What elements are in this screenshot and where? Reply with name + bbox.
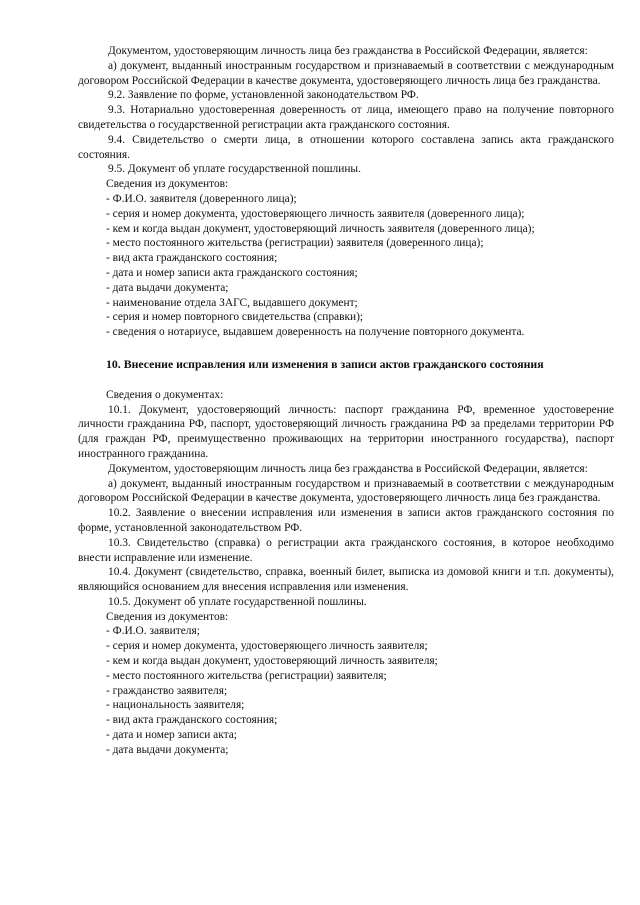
list-item: - вид акта гражданского состояния; (106, 714, 278, 727)
list-item: - место постоянного жительства (регистрации) заявителя; (106, 669, 387, 682)
list-item: - Ф.И.О. заявителя; (106, 625, 200, 638)
paragraph-9-4: 9.4. Свидетельство о смерти лица, в отношении которого составлена запись акта гражданского состояния. (78, 133, 614, 161)
stateless-id-item-a: а) документ, выданный иностранным государством и признаваемый в соответствии с международным договором Российской Федерации в качестве документа, удостоверяющего личность лица без гражданства. (78, 59, 614, 87)
docs-title-10: Сведения о документах: (106, 388, 224, 401)
paragraph-9-5: 9.5. Документ об уплате государственной пошлины. (108, 163, 361, 176)
list-item: - Ф.И.О. заявителя (доверенного лица); (106, 192, 297, 205)
list-item: - наименование отдела ЗАГС, выдавшего документ; (106, 296, 358, 309)
list-item: - дата и номер записи акта гражданского состояния; (106, 266, 358, 279)
info-title-10: Сведения из документов: (106, 610, 229, 623)
list-item: - сведения о нотариусе, выдавшем доверенность на получение повторного документа. (106, 326, 525, 339)
paragraph-10-2: 10.2. Заявление о внесении исправления или изменения в записи актов гражданского состояния по форме, установленной законодательством РФ. (78, 507, 614, 534)
paragraph-10-4: 10.4. Документ (свидетельство, справка, военный билет, выписка из домовой книги и т.п. документы), являющийся основанием для внесения исправления или изменения. (78, 566, 614, 594)
list-item: - серия и номер документа, удостоверяющего личность заявителя (доверенного лица); (106, 207, 525, 220)
list-item: - кем и когда выдан документ, удостоверяющий личность заявителя (доверенного лица); (106, 222, 535, 235)
list-item: - место постоянного жительства (регистрации) заявителя (доверенного лица); (106, 237, 484, 250)
list-item: - кем и когда выдан документ, удостоверяющий личность заявителя; (106, 655, 438, 668)
list-item: - серия и номер документа, удостоверяющего личность заявителя; (106, 640, 428, 653)
list-item: - гражданство заявителя; (106, 684, 228, 697)
stateless-id-item-a-10: а) документ, выданный иностранным государством и признаваемый в соответствии с международным договором Российской Федерации в качестве документа, удостоверяющего личность лица без гражданства. (78, 477, 614, 505)
paragraph-10-1: 10.1. Документ, удостоверяющий личность: паспорт гражданина РФ, временное удостоверение личности гражданина РФ, паспорт, удостоверяющий личность гражданина РФ за пределами территории РФ (для граждан РФ, преимущественно проживающих на территории иностранного государства), паспорт иностранного гражданина. (78, 403, 614, 460)
paragraph-9-2: 9.2. Заявление по форме, установленной законодательством РФ. (108, 89, 419, 102)
section-10-heading: 10. Внесение исправления или изменения в записи актов гражданского состояния (106, 356, 544, 371)
list-item: - серия и номер повторного свидетельства (справки); (106, 311, 364, 324)
list-item: - дата выдачи документа; (106, 743, 229, 756)
paragraph-10-3: 10.3. Свидетельство (справка) о регистрации акта гражданского состояния, в которое необходимо внести исправление или изменение. (78, 536, 614, 564)
info-title-9: Сведения из документов: (106, 178, 229, 191)
stateless-id-intro: Документом, удостоверяющим личность лица без гражданства в Российской Федерации, является: (108, 45, 588, 57)
list-item: - дата выдачи документа; (106, 281, 229, 294)
list-item: - дата и номер записи акта; (106, 729, 237, 742)
stateless-id-intro-10: Документом, удостоверяющим личность лица без гражданства в Российской Федерации, является: (108, 462, 588, 475)
paragraph-10-5: 10.5. Документ об уплате государственной пошлины. (108, 595, 367, 608)
list-item: - вид акта гражданского состояния; (106, 252, 278, 265)
list-item: - национальность заявителя; (106, 699, 245, 712)
paragraph-9-3: 9.3. Нотариально удостоверенная доверенность от лица, имеющего право на получение повторного свидетельства о государственной регистрации акта гражданского состояния. (78, 104, 614, 131)
